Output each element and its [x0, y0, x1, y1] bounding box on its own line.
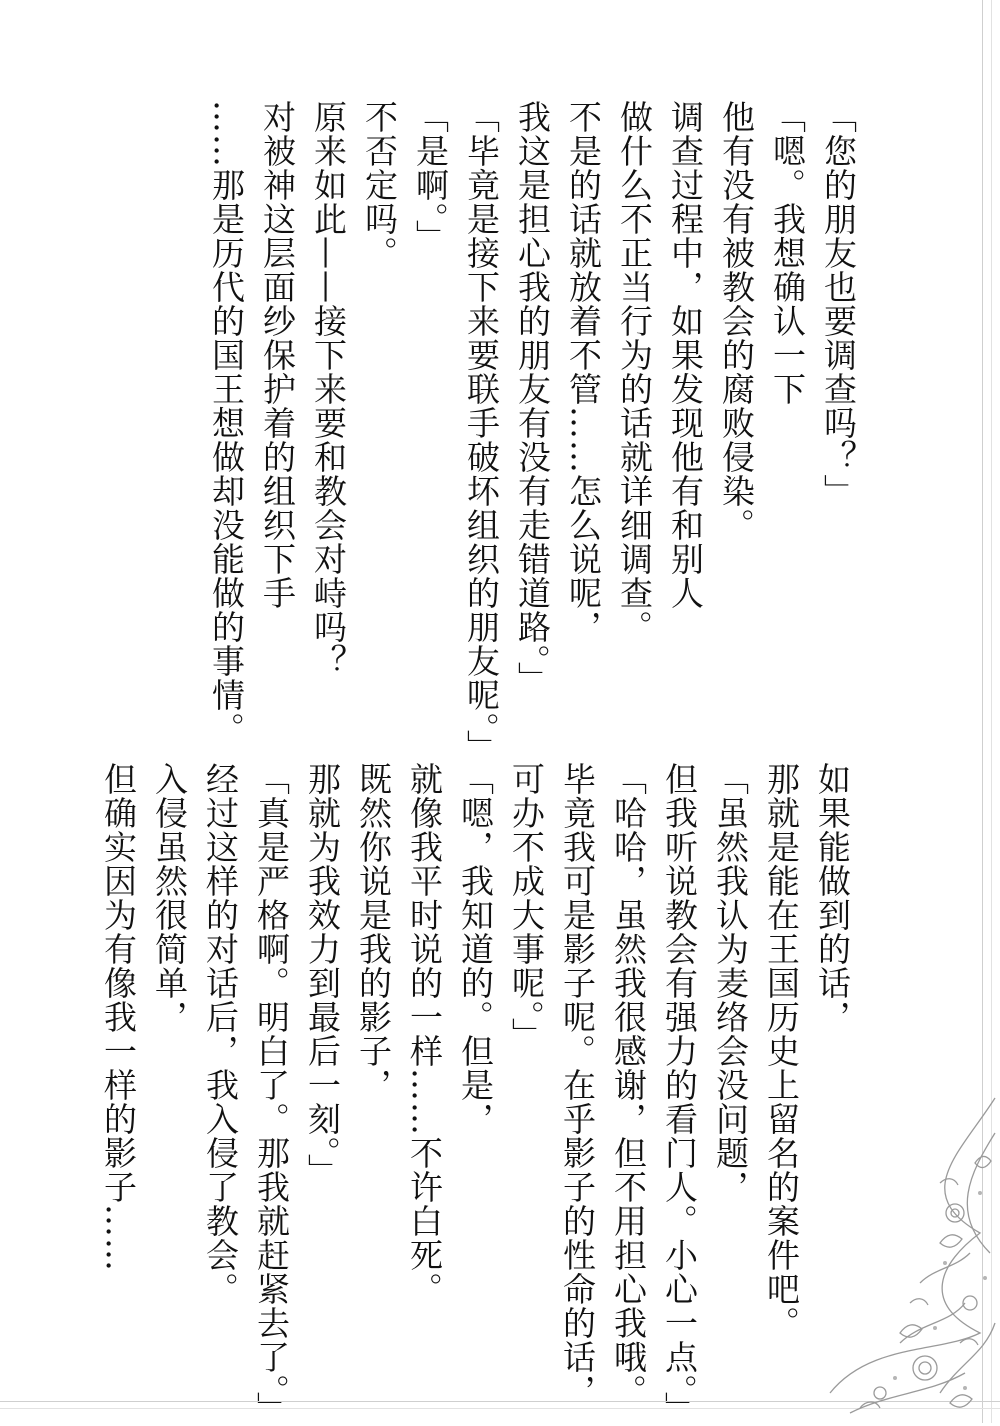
- text-line: 对被神这层面纱保护着的组织下手: [258, 100, 297, 610]
- text-line: 「虽然我认为麦络会没问题，: [711, 762, 750, 1204]
- text-line: 做什么不正当行为的话就详细调查。: [615, 100, 654, 644]
- text-line: 「嗯。我想确认一下: [768, 100, 807, 406]
- text-line: 经过这样的对话后，我入侵了教会。: [201, 762, 240, 1306]
- text-line: 那就为我效力到最后一刻。」: [303, 762, 342, 1188]
- text-line: 可办不成大事呢。」: [507, 762, 546, 1052]
- text-line: 既然你说是我的影子，: [354, 762, 393, 1102]
- text-block-bottom: [93, 762, 858, 1426]
- text-line: 就像我平时说的一样……不许白死。: [405, 762, 444, 1306]
- text-line: 他有没有被教会的腐败侵染。: [717, 100, 756, 542]
- text-line: 「真是严格啊。明白了。那我就赶紧去了。」: [252, 762, 291, 1426]
- text-line: 我这是担心我的朋友有没有走错道路。」: [513, 100, 552, 696]
- text-line: 调查过程中，如果发现他有和别人: [666, 100, 705, 610]
- text-line: 但确实因为有像我一样的影子……: [99, 762, 138, 1272]
- text-line: 但我听说教会有强力的看门人。小心一点。」: [660, 762, 699, 1426]
- text-line: 「是啊。」: [411, 100, 450, 254]
- text-line: 不是的话就放着不管……怎么说呢，: [564, 100, 603, 644]
- floral-corner-ornament-icon: [790, 1093, 1000, 1423]
- text-line: 毕竟我可是影子呢。在乎影子的性命的话，: [558, 762, 597, 1408]
- text-line: 不否定吗。: [360, 100, 399, 270]
- text-line: 那就是能在王国历史上留名的案件吧。: [762, 762, 801, 1340]
- text-line: 「您的朋友也要调查吗？」: [819, 100, 858, 508]
- text-line: 「哈哈，虽然我很感谢，但不用担心我哦。: [609, 762, 648, 1408]
- text-block-top: [201, 100, 864, 764]
- text-line: ……那是历代的国王想做却没能做的事情。: [207, 100, 246, 746]
- text-line: 「毕竟是接下来要联手破坏组织的朋友呢。」: [462, 100, 501, 764]
- text-line: 「嗯，我知道的。但是，: [456, 762, 495, 1136]
- text-line: 如果能做到的话，: [813, 762, 852, 1034]
- text-line: 入侵虽然很简单，: [150, 762, 189, 1034]
- text-line: 原来如此——接下来要和教会对峙吗？: [309, 100, 348, 678]
